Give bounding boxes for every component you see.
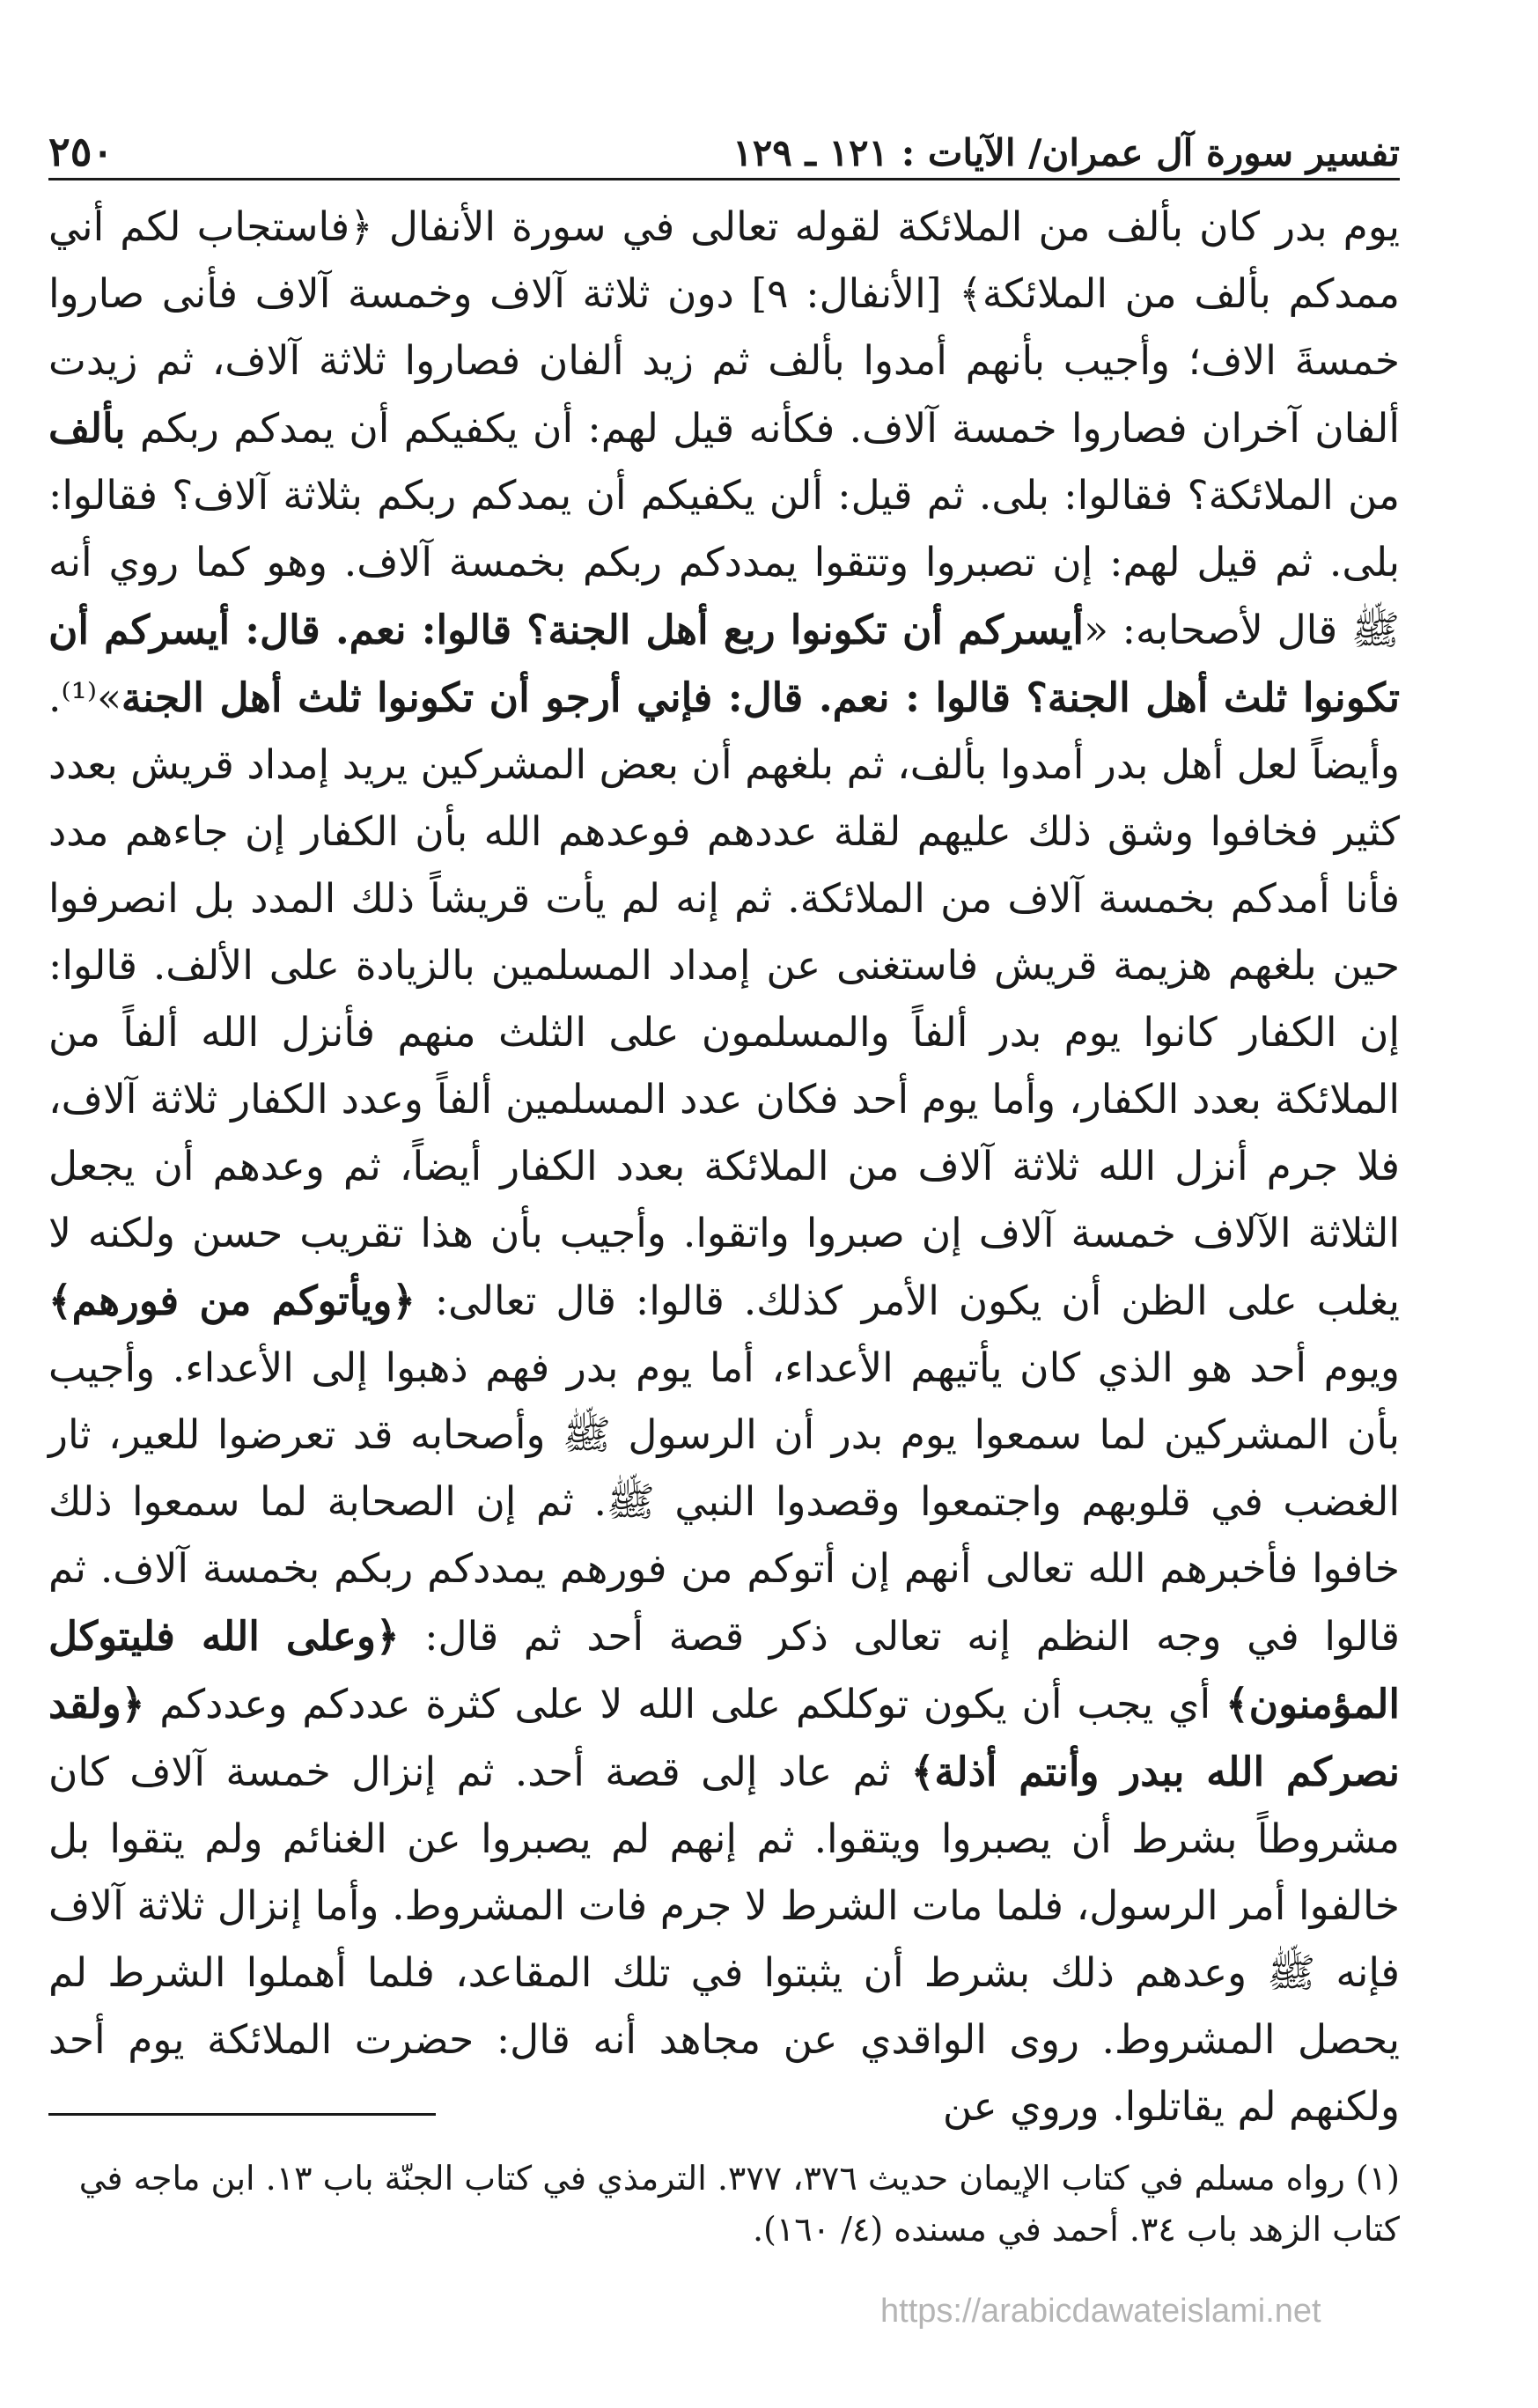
quran-quote: ﴿ولقد نصركم الله ببدر وأنتم أذلة﴾	[48, 1680, 1400, 1795]
text-segment: »⁽¹⁾. وأيضاً لعل أهل بدر أمدوا بألف، ثم بلغهم أن بعض المشركين يريد إمداد قريش بعدد كثير فخافوا وشق ذلك عليهم لقلة عددهم فوعدهم الله بأن الكفار إن جاءهم مدد فأنا أمدكم بخمسة آلاف من الملائكة. ثم إنه لم يأت قريشاً ذلك المدد بل انصرفوا حين بلغهم هزيمة قريش فاستغنى عن إمداد المسلمين بالزيادة على الألف. قالوا: إن الكفار كانوا يوم بدر ألفاً والمسلمون على الثلث منهم فأنزل الله ألفاً من الملائكة بعدد الكفار، وأما يوم أحد فكان عدد المسلمين ألفاً وعدد الكفار ثلاثة آلاف، فلا جرم أنزل الله ثلاثة آلاف من الملائكة بعدد الكفار أيضاً، ثم وعدهم أن يجعل الثلاثة الآلاف خمسة آلاف إن صبروا واتقوا. وأجيب بأن هذا تقريب حسن ولكنه لا يغلب على الظن أن يكون الأمر كذلك. قالوا: قال تعالى:	[48, 674, 1401, 1324]
book-page	[48, 97, 1400, 2351]
quran-quote: ﴿ويأتوكم من فورهم﴾	[48, 1277, 416, 1324]
page-number: ٢٥٠	[48, 128, 114, 175]
text-segment: ويوم أحد هو الذي كان يأتيهم الأعداء، أما يوم بدر فهم ذهبوا إلى الأعداء. وأجيب بأن المشركين لما سمعوا يوم بدر أن الرسول ﷺ وأصحابه قد تعرضوا للعير، ثار الغضب في قلوبهم واجتمعوا وقصدوا النبي ﷺ. ثم إن الصحابة لما سمعوا ذلك خافوا فأخبرهم الله تعالى أنهم إن أتوكم من فورهم يمددكم ربكم بخمسة آلاف. ثم قالوا في وجه النظم إنه تعالى ذكر قصة أحد ثم قال:	[48, 1344, 1401, 1660]
text-segment: يوم بدر كان بألف من الملائكة لقوله تعالى في سورة الأنفال ﴿فاستجاب لكم أني ممدكم بألف من الملائكة﴾ [الأنفال: ٩] دون ثلاثة آلاف وخمسة آلاف فأنى صاروا خمسةَ الاف؛ وأجيب بأنهم أمدوا بألف ثم زيد ألفان فصاروا ثلاثة آلاف، ثم زيدت ألفان آخران فصاروا خمسة آلاف. فكأنه قيل لهم: أن يكفيكم أن يمدكم ربكم	[48, 203, 1400, 452]
running-title: تفسير سورة آل عمران/ الآيات : ١٢١ ـ ١٢٩	[732, 131, 1400, 174]
watermark-url: https://arabicdawateislami.net	[880, 2293, 1321, 2330]
text-segment: من الملائكة؟ فقالوا: بلى. ثم قيل: ألن يكفيكم أن يمدكم ربكم بثلاثة آلاف؟ فقالوا: بلى. ثم قيل لهم: إن تصبروا وتتقوا يمددكم ربكم بخمسة آلاف. وهو كما روي أنه ﷺ قال لأصحابه: «	[48, 472, 1400, 653]
quran-quote: ﴿وعلى الله فليتوكل المؤمنون﴾	[48, 1612, 1400, 1727]
footnote-divider	[48, 2113, 436, 2116]
hadith-quote: أيسركم أن تكونوا ربع أهل الجنة؟ قالوا: نعم. قال: أيسركم أن تكونوا ثلث أهل الجنة؟ قالوا : نعم. قال: فإني أرجو أن تكونوا ثلث أهل الجنة	[48, 606, 1400, 721]
emphasized-word: بألف	[48, 404, 126, 452]
header-divider	[48, 178, 1400, 180]
body-text	[48, 194, 1400, 2140]
running-header	[48, 110, 1400, 175]
footnotes	[48, 2153, 1400, 2255]
text-segment: ثم عاد إلى قصة أحد. ثم إنزال خمسة آلاف كان مشروطاً بشرط أن يصبروا ويتقوا. ثم إنهم لم يصبروا عن الغنائم ولم يتقوا بل خالفوا أمر الرسول، فلما مات الشرط لا جرم فات المشروط. وأما إنزال ثلاثة آلاف فإنه ﷺ وعدهم ذلك بشرط أن يثبتوا في تلك المقاعد، فلما أهملوا الشرط لم يحصل المشروط. روى الواقدي عن مجاهد أنه قال: حضرت الملائكة يوم أحد ولكنهم لم يقاتلوا. وروي عن	[48, 1749, 1400, 2130]
text-segment: أي يجب أن يكون توكلكم على الله لا على كثرة عددكم وعددكم	[144, 1681, 1225, 1727]
main-paragraph	[48, 194, 1400, 2140]
footnote-line: كتاب الزهد باب ٣٤. أحمد في مسنده (٤/ ١٦٠).	[752, 2210, 1400, 2249]
footnote-line: (١) رواه مسلم في كتاب الإيمان حديث ٣٧٦، ٣٧٧. الترمذي في كتاب الجنّة باب ١٣. ابن ماجه في	[78, 2159, 1400, 2198]
